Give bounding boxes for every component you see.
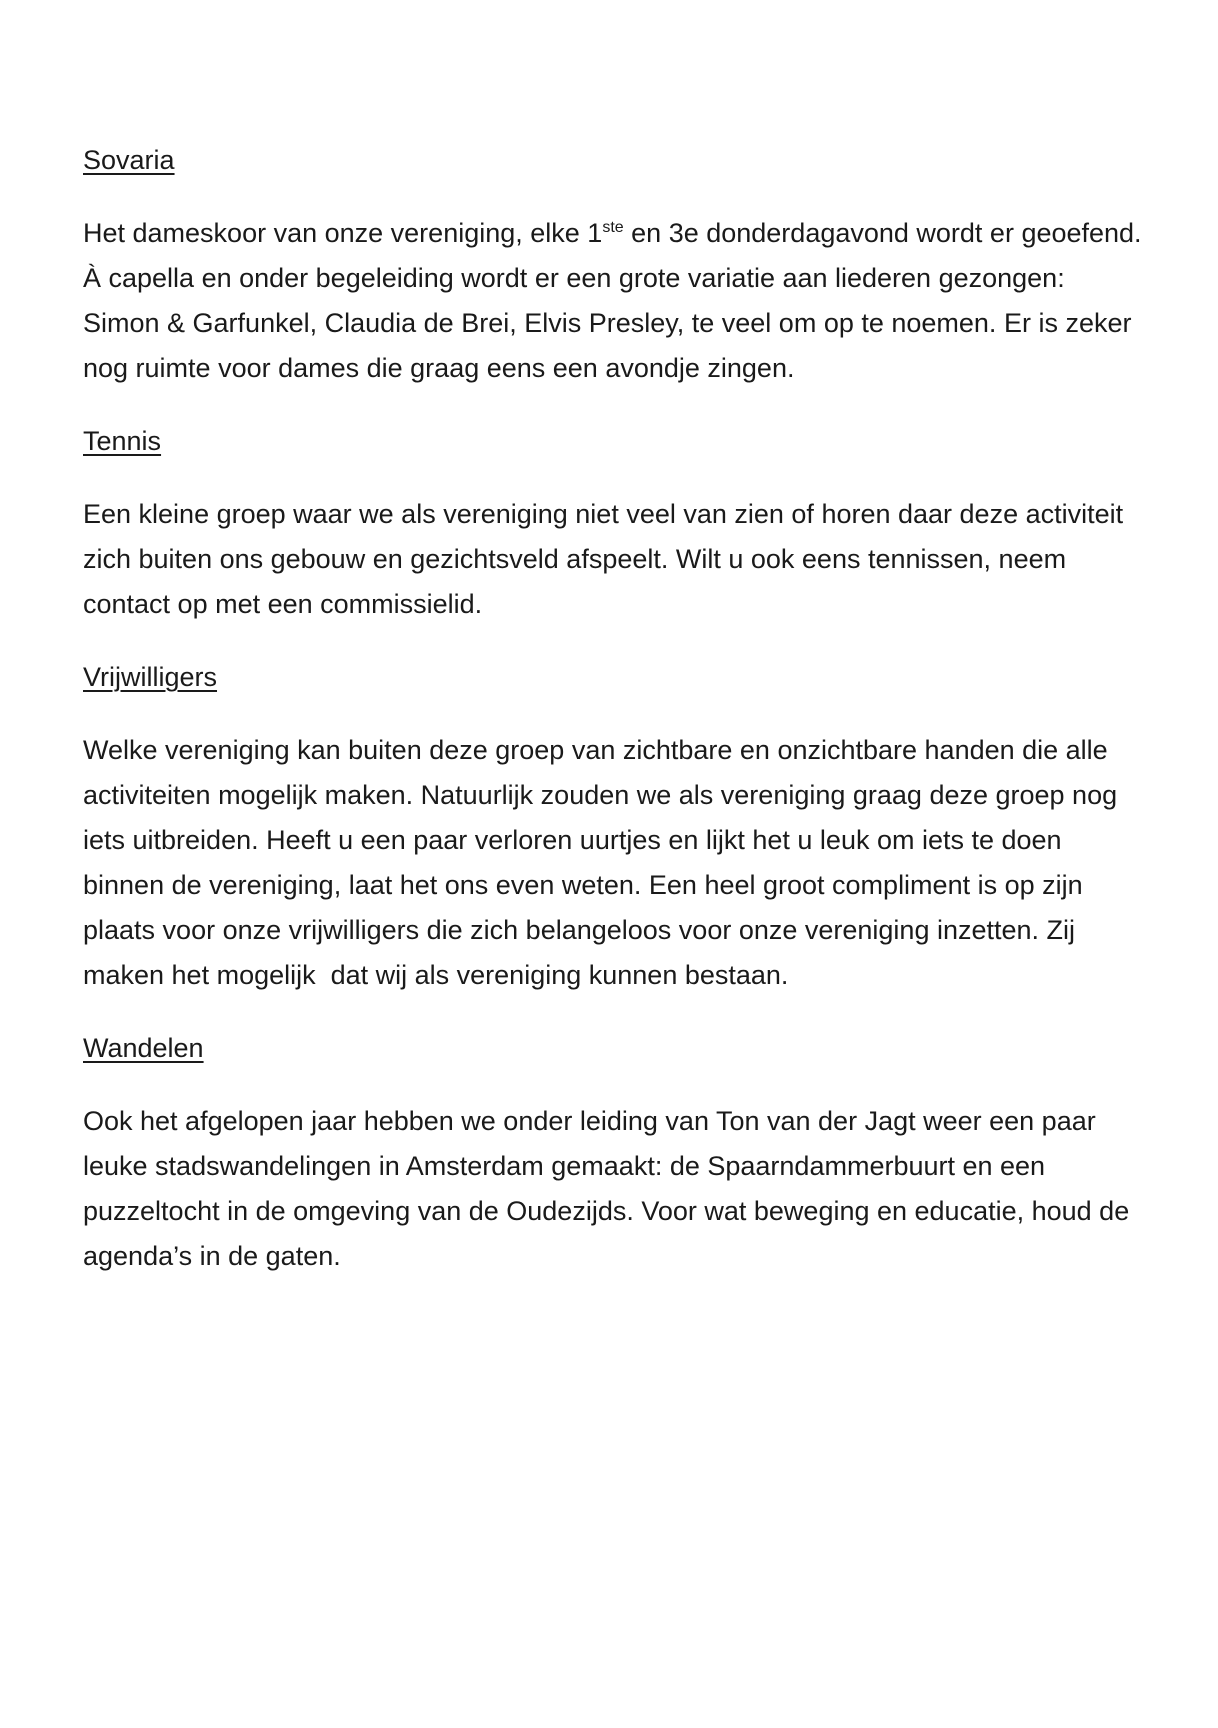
vrijwilligers-paragraph: Welke vereniging kan buiten deze groep van zichtbare en onzichtbare handen die alle activiteiten mogelijk maken. Natuurlijk zouden we als vereniging graag deze groep nog iets uitbreiden. Heeft u een paar verloren uurtjes en lijkt het u leuk om iets te doen binnen de vereniging, laat het ons even weten. Een heel groot compliment is op zijn plaats voor onze vrijwilligers die zich belangeloos voor onze vereniging inzetten. Zij maken het mogelijk dat wij als vereniging kunnen bestaan.: [83, 735, 1125, 990]
section-body-tennis: [83, 492, 1143, 627]
section-heading-tennis: Tennis: [83, 426, 162, 456]
section-heading-vrijwilligers: Vrijwilligers: [83, 662, 218, 692]
section-heading-wandelen: Wandelen: [83, 1033, 204, 1063]
tennis-paragraph: Een kleine groep waar we als vereniging niet veel van zien of horen daar deze activiteit zich buiten ons gebouw en gezichtsveld afspeelt. Wilt u ook eens tennissen, neem contact op met een commissielid.: [83, 499, 1124, 619]
section-body-vrijwilligers: [83, 728, 1143, 998]
section-body-sovaria: [83, 211, 1143, 391]
document-content: [83, 138, 1143, 1307]
section-body-wandelen: [83, 1099, 1143, 1279]
sovaria-text-start: Het dameskoor van onze vereniging, elke 1: [83, 218, 603, 248]
sovaria-text-end: en 3e donderdagavond wordt er geoefend. À capella en onder begeleiding wordt er een grote variatie aan liederen gezongen: Simon & Garfunkel, Claudia de Brei, Elvis Presley, te veel om op te noemen. Er is zeker nog ruimte voor dames die graag eens een avondje zingen.: [83, 218, 1142, 383]
ordinal-suffix: ste: [602, 219, 624, 236]
wandelen-paragraph: Ook het afgelopen jaar hebben we onder leiding van Ton van der Jagt weer een paar leuke stadswandelingen in Amsterdam gemaakt: de Spaarndammerbuurt en een puzzeltocht in de omgeving van de Oudezijds. Voor wat beweging en educatie, houd de agenda’s in de gaten.: [83, 1106, 1130, 1271]
sovaria-paragraph: [83, 211, 1143, 391]
section-heading-sovaria: Sovaria: [83, 145, 175, 175]
